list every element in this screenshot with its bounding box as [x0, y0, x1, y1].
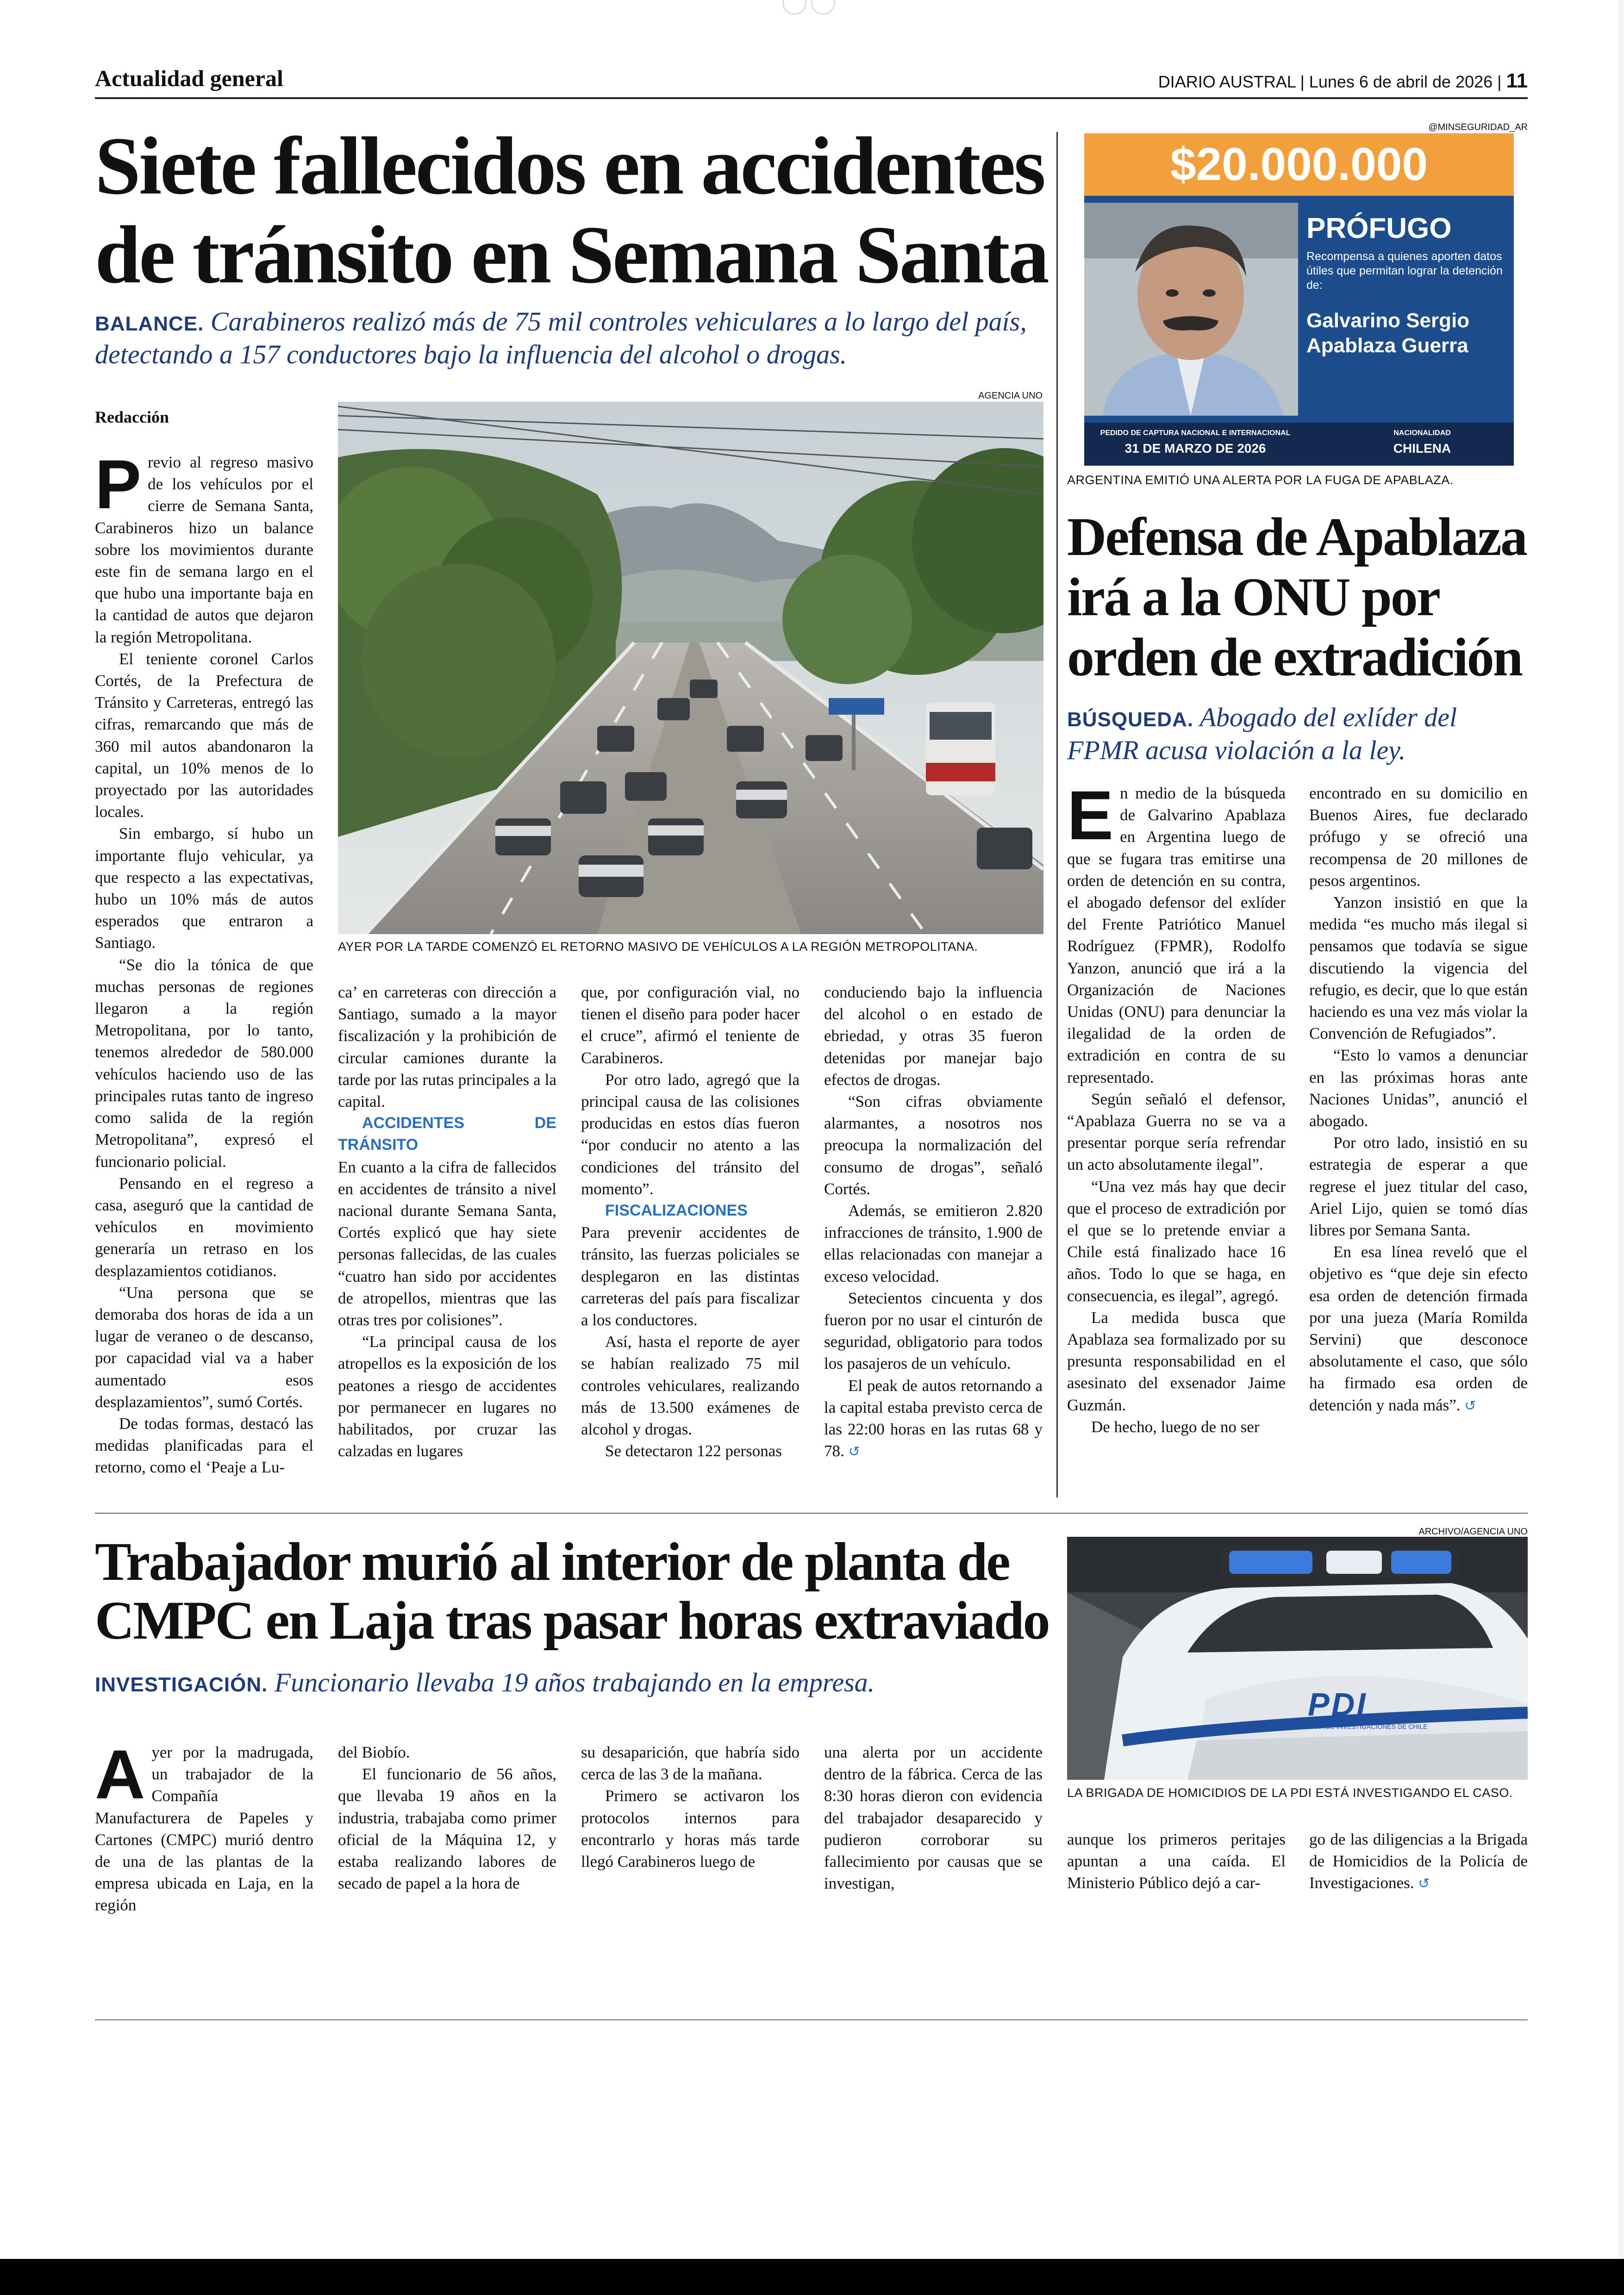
paper-name: DIARIO AUSTRAL	[1158, 72, 1296, 91]
poster-reward: $20.000.000	[1084, 133, 1514, 196]
paragraph: El peak de autos retornando a la capital estaba previsto cerca de las 22:00 horas en las rutas 68 y 78. ↺	[824, 1376, 1043, 1460]
story3-column-3	[581, 1741, 800, 1872]
column-divider	[1056, 132, 1058, 1497]
paragraph: una alerta por un accidente dentro de la fábrica. Cerca de las 8:30 horas dieron con evidencia del trabajador desaparecido y pudieron corroborar su fallecimiento por causas que se investigan,	[824, 1743, 1043, 1893]
paragraph: revio al regreso masivo de los vehículos por el cierre de Semana Santa, Carabineros hizo un balance sobre los movimientos durante este fin de semana largo en el que hubo una importante baja en la cantidad de autos que dejaron la región Metropolitana.	[95, 453, 313, 646]
paragraph: Pensando en el regreso a casa, aseguró que la cantidad de vehículos en movimiento generaría un retraso en los desplazamientos cotidianos.	[95, 1174, 313, 1280]
photo1-caption: AYER POR LA TARDE COMENZÓ EL RETORNO MASIVO DE VEHÍCULOS A LA REGIÓN METROPOLITANA.	[338, 940, 978, 954]
drop-cap: E	[1067, 776, 1114, 854]
story1-column-2	[338, 981, 556, 1462]
paragraph: De todas formas, destacó las medidas planificadas para el retorno, como el ‘Peaje a Lu-	[95, 1414, 313, 1477]
paragraph: Se detectaron 122 personas	[605, 1442, 782, 1460]
paragraph: Además, se emitieron 2.820 infracciones de tránsito, 1.900 de ellas relacionadas con manejar a exceso velocidad.	[824, 1202, 1043, 1285]
car-livery-text: PDI	[1308, 1686, 1368, 1722]
masthead: DIARIO AUSTRAL | Lunes 6 de abril de 2026 | 11	[1158, 69, 1528, 92]
story2-lead-keyword: BÚSQUEDA.	[1067, 708, 1194, 731]
paragraph: “Una vez más hay que decir que el proceso de extradición por el que se lo pretende enviar a Chile está finalizado hace 16 años. Todo lo que se haga, en consecuencia, es ilegal”, agregó.	[1067, 1177, 1286, 1305]
byline: Redacción	[95, 408, 169, 426]
story3-lead	[95, 1666, 1067, 1699]
paragraph: Así, hasta el reporte de ayer se habían realizado 75 mil controles vehiculares, realizando más de 13.500 exámenes de alcohol y drogas.	[581, 1333, 800, 1439]
paragraph: Yanzon insistió en que la medida “es mucho más ilegal si pensamos que todavía se sigue discutiendo la vigencia del refugio, es decir, que lo que están haciendo es una vez más violar la Convención de Refugiados”.	[1309, 893, 1528, 1043]
section-title: Actualidad general	[95, 65, 283, 91]
paragraph: del Biobío.	[338, 1743, 410, 1761]
poster-text	[1306, 212, 1505, 358]
story1-lead	[95, 306, 1058, 371]
portrait-illustration	[1084, 203, 1298, 416]
navigation-bar	[0, 2259, 1624, 2295]
end-mark-icon: ↺	[848, 1444, 860, 1460]
story3-column-5	[1067, 1828, 1286, 1894]
story1-lead-text: Carabineros realizó más de 75 mil controles vehiculares a lo largo del país, detectando a 157 conductores bajo la influencia del alcohol o drogas.	[95, 306, 1027, 369]
paragraph: su desaparición, que habría sido cerca de las 3 de la mañana.	[581, 1743, 800, 1784]
paragraph: De hecho, luego de no ser	[1091, 1417, 1260, 1436]
paragraph: yer por la madrugada, un trabajador de la Compañía Manufacturera de Papeles y Cartones (CMPC) murió dentro de una de las plantas de la empresa ubicada en Laja, en la región	[95, 1743, 313, 1915]
story3-lead-text: Funcionario llevaba 19 años trabajando en la empresa.	[274, 1667, 875, 1697]
paragraph: “Una persona que se demoraba dos horas de ida a un lugar de veraneo o de descanso, por capacidad vial va a haber aumentado esos desplazamientos”, sumó Cortés.	[95, 1283, 313, 1411]
header-rule	[95, 97, 1528, 99]
poster-title: PRÓFUGO	[1306, 212, 1452, 244]
paragraph: La medida busca que Apablaza sea formalizado por su presunta responsabilidad en el asesinato del exsenador Jaime Guzmán.	[1067, 1308, 1286, 1414]
poster-capture-date: 31 DE MARZO DE 2026	[1124, 441, 1266, 455]
story3-lead-keyword: INVESTIGACIÓN.	[95, 1673, 268, 1696]
photo1-credit: AGENCIA UNO	[978, 391, 1043, 401]
story3-column-4	[824, 1741, 1043, 1894]
story2-lead-text: Abogado del exlíder del FPMR acusa violación a la ley.	[1067, 702, 1457, 765]
story3-headline: Trabajador murió al interior de planta de CMPC en Laja tras pasar horas extraviado	[95, 1531, 1049, 1651]
footer-rule	[95, 2019, 1528, 2021]
page-indicator[interactable]	[782, 0, 838, 14]
paragraph: El funcionario de 56 años, que llevaba 19 años en la industria, trabajaba como primer oficial de la Máquina 12, y estaba realizando labores de secado de papel a la hora de	[338, 1765, 556, 1893]
story3-column-6	[1309, 1828, 1528, 1895]
highway-photo	[338, 402, 1043, 934]
paragraph: Para prevenir accidentes de tránsito, las fuerzas policiales se desplegaron en las distintas carreteras del país para fiscalizar a los conductores.	[581, 1223, 800, 1329]
story1-headline: Siete fallecidos en accidentes de tránsito en Semana Santa	[95, 120, 1048, 301]
story1-column-1	[95, 445, 313, 1478]
police-car-photo	[1067, 1537, 1528, 1780]
photo2-credit: ARCHIVO/AGENCIA UNO	[1418, 1527, 1528, 1537]
poster-name: Galvarino Sergio Apablaza Guerra	[1306, 309, 1470, 357]
subhead: ACCIDENTES DE TRÁNSITO	[338, 1114, 556, 1154]
end-mark-icon: ↺	[1418, 1876, 1430, 1892]
paragraph: Según señaló el defensor, “Apablaza Guerra no se va a presentar porque sería refrendar un acto absolutamente ilegal”.	[1067, 1090, 1286, 1174]
photo2-caption: LA BRIGADA DE HOMICIDIOS DE LA PDI ESTÁ INVESTIGANDO EL CASO.	[1067, 1786, 1513, 1800]
drop-cap: P	[95, 445, 142, 523]
page-number: 11	[1506, 69, 1528, 92]
story2-headline: Defensa de Apablaza irá a la ONU por orden de extradición	[1067, 506, 1526, 687]
story2-lead	[1067, 701, 1521, 767]
paragraph: que, por configuración vial, no tienen el diseño para poder hacer el cruce”, afirmó el teniente de Carabineros.	[581, 983, 800, 1067]
car-livery-subtext: POLICÍA DE INVESTIGACIONES DE CHILE	[1299, 1723, 1428, 1730]
poster-footer-label: PEDIDO DE CAPTURA NACIONAL E INTERNACIONAL	[1100, 429, 1291, 437]
paragraph: Por otro lado, insistió en su estrategia de esperar a que regrese el juez titular del caso, Ariel Lijo, quien se tomó días libres por Semana Santa.	[1309, 1134, 1528, 1240]
paragraph: aunque los primeros peritajes apuntan a una caída. El Ministerio Público dejó a car-	[1067, 1830, 1286, 1892]
poster-nationality: CHILENA	[1393, 441, 1451, 455]
story1-column-4	[824, 981, 1043, 1463]
story3-column-2	[338, 1741, 556, 1894]
story3-column-1	[95, 1735, 313, 1916]
fugitive-portrait	[1084, 203, 1298, 416]
paragraph: Por otro lado, agregó que la principal causa de las colisiones producidas en estos días fueron “por conducir no atento a las condiciones del tránsito del momento”.	[581, 1070, 800, 1198]
end-mark-icon: ↺	[1464, 1397, 1476, 1414]
poster-description: Recompensa a quienes aporten datos útiles que permitan lograr la detención de:	[1306, 250, 1503, 292]
subhead: FISCALIZACIONES	[605, 1202, 748, 1220]
poster-caption: ARGENTINA EMITIÓ UNA ALERTA POR LA FUGA DE APABLAZA.	[1067, 473, 1454, 487]
paragraph: ca’ en carreteras con dirección a Santiago, sumado a la mayor fiscalización y la prohibición de circular camiones durante la tarde por las rutas principales a la capital.	[338, 983, 556, 1111]
paragraph: El teniente coronel Carlos Cortés, de la Prefectura de Tránsito y Carreteras, entregó las cifras, remarcando que más de 360 mil autos abandonaron la capital, un 10% menos de lo proyectado por las autoridades locales.	[95, 649, 313, 821]
issue-date: Lunes 6 de abril de 2026	[1309, 72, 1493, 91]
paragraph: conduciendo bajo la influencia del alcohol o en estado de ebriedad, y otras 35 fueron detenidas por manejar bajo efectos de drogas.	[824, 983, 1043, 1089]
wanted-poster	[1084, 133, 1514, 466]
highway-illustration	[338, 402, 1043, 934]
paragraph: “Esto lo vamos a denunciar en las próximas horas ante Naciones Unidas”, anunció el abogado.	[1309, 1046, 1528, 1130]
story1-lead-keyword: BALANCE.	[95, 312, 204, 335]
paragraph: go de las diligencias a la Brigada de Homicidios de la Policía de Investigaciones. ↺	[1309, 1830, 1528, 1892]
paragraph: n medio de la búsqueda de Galvarino Apablaza en Argentina luego de que se fugara tras emitirse una orden de detención en su contra, el abogado defensor del exlíder del Frente Patriótico Manuel Rodríguez (FPMR), Rodolfo Yanzon, anunció que irá a la Organización de Naciones Unidas (ONU) para denunciar la ilegalidad de la orden de extradición en contra de su representado.	[1067, 784, 1286, 1086]
section-rule	[95, 1513, 1528, 1514]
paragraph: encontrado en su domicilio en Buenos Aires, fue declarado prófugo y se ofreció una recompensa de 20 millones de pesos argentinos.	[1309, 784, 1528, 890]
story2-column-1	[1067, 776, 1286, 1438]
paragraph: Setecientos cincuenta y dos fueron por no usar el cinturón de seguridad, obligatorio para todos los pasajeros de un vehículo.	[824, 1289, 1043, 1373]
story1-column-3	[581, 981, 800, 1462]
paragraph: En esa línea reveló que el objetivo es “que deje sin efecto esa orden de detención firmada por una jueza (María Romilda Servini) que desconoce absolutamente el caso, que sólo ha firmado esa orden de detención y nada más”. ↺	[1309, 1243, 1528, 1414]
poster-footer-label: NACIONALIDAD	[1393, 429, 1451, 437]
story2-column-2	[1309, 782, 1528, 1417]
paragraph: Sin embargo, sí hubo un importante flujo vehicular, ya que respecto a las expectativas, hubo un 10% más de autos esperados que entraron a Santiago.	[95, 824, 313, 952]
paragraph: En cuanto a la cifra de fallecidos en accidentes de tránsito a nivel nacional durante Semana Santa, Cortés explicó que hay siete personas fallecidas, de las cuales “cuatro han sido por accidentes de atropellos, mientras que las otras tres por colisiones”.	[338, 1158, 556, 1329]
poster-handle: @MINSEGURIDAD_AR	[1428, 122, 1528, 132]
paragraph: Primero se activaron los protocolos internos para encontrarlo y horas más tarde llegó Carabineros luego de	[581, 1787, 800, 1871]
poster-footer	[1084, 423, 1514, 466]
drop-cap: A	[95, 1735, 145, 1813]
paragraph: “La principal causa de los atropellos es la exposición de los peatones a riesgo de accidentes por permanecer en lugares no habilitados, por cruzar las calzadas en lugares	[338, 1333, 556, 1460]
paragraph: “Se dio la tónica de que muchas personas de regiones llegaron a la región Metropolitana, por lo tanto, tenemos alrededor de 580.000 vehículos haciendo uso de las principales rutas tanto de ingreso como salida de la región Metropolitana”, expresó el funcionario policial.	[95, 955, 313, 1171]
police-car-illustration	[1067, 1537, 1528, 1780]
paragraph: “Son cifras obviamente alarmantes, a nosotros nos preocupa la normalización del consumo de drogas”, señaló Cortés.	[824, 1092, 1043, 1198]
